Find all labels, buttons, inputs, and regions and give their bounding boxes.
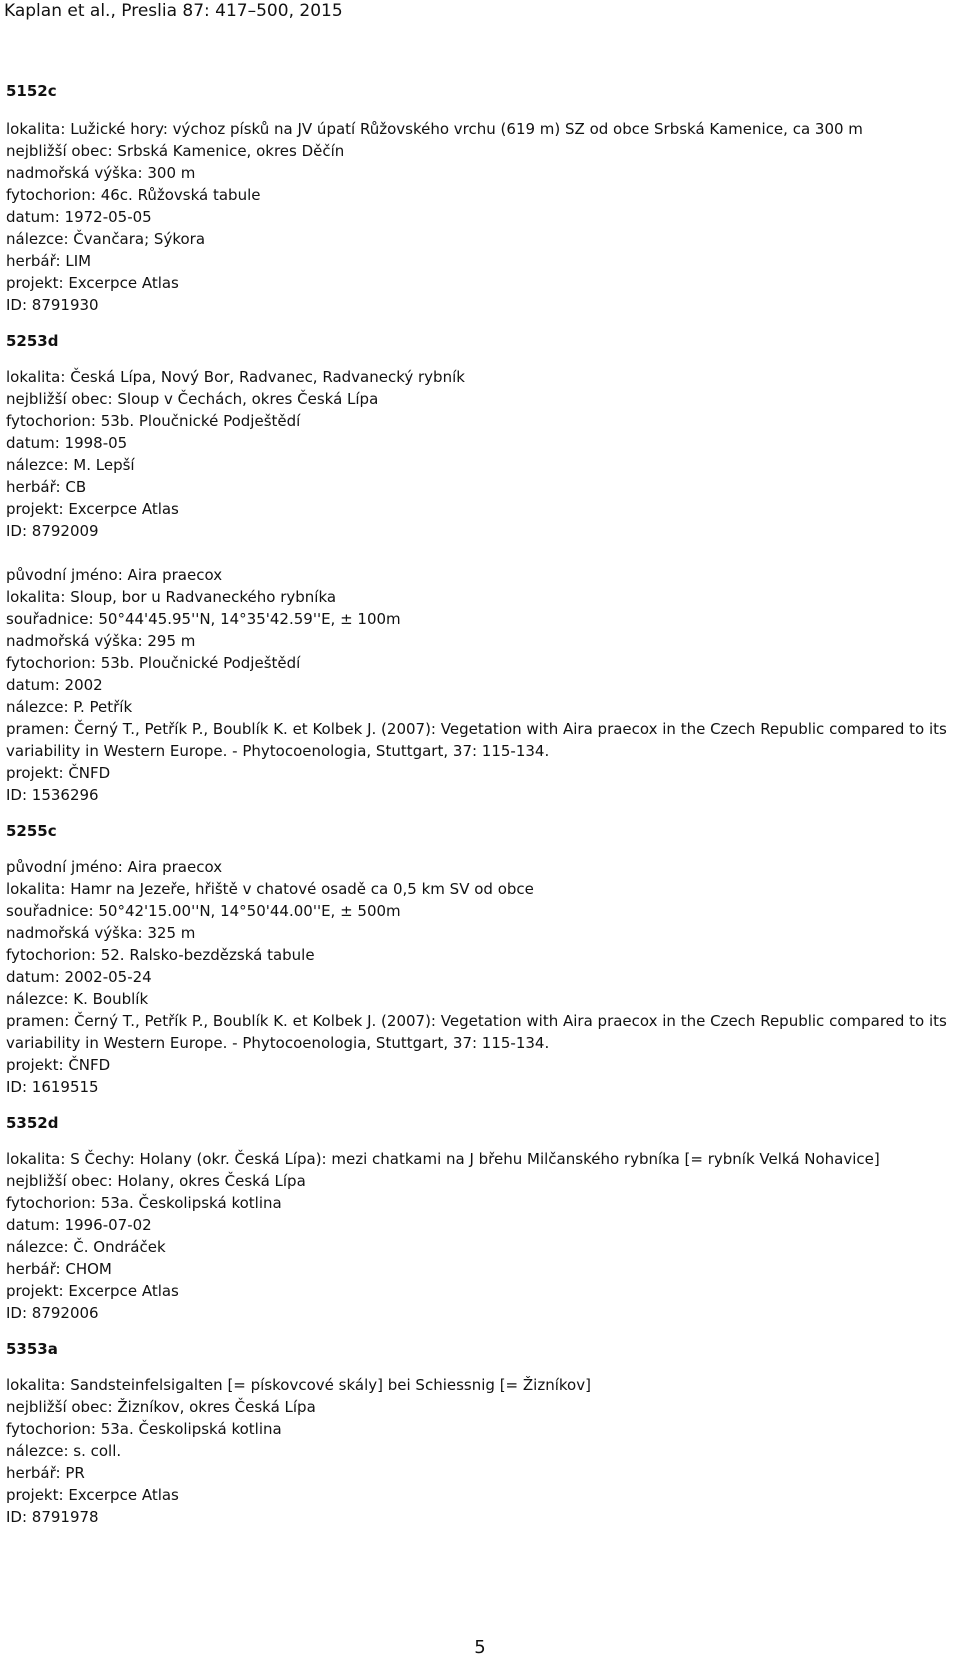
record-field: projekt: Excerpce Atlas <box>6 500 179 518</box>
record-field: nálezce: Čvančara; Sýkora <box>6 230 206 248</box>
record-field: datum: 2002-05-24 <box>6 968 152 986</box>
record-field: herbář: CHOM <box>6 1260 112 1278</box>
record-field: herbář: LIM <box>6 252 92 270</box>
record-field: ID: 8792006 <box>6 1304 99 1322</box>
occurrence-record <box>6 118 956 316</box>
record-field: pramen: Černý T., Petřík P., Boublík K. et Kolbek J. (2007): Vegetation with Aira praecox in the Czech Republic compared to its variability in Western Europe. - Phytocoenologia, Stuttgart, 37: 115-134. <box>6 720 947 760</box>
record-field: pramen: Černý T., Petřík P., Boublík K. et Kolbek J. (2007): Vegetation with Aira praecox in the Czech Republic compared to its variability in Western Europe. - Phytocoenologia, Stuttgart, 37: 115-134. <box>6 1012 947 1052</box>
record-field: datum: 1998-05 <box>6 434 128 452</box>
record-field: projekt: Excerpce Atlas <box>6 1282 179 1300</box>
record-field: fytochorion: 53a. Českolipská kotlina <box>6 1420 282 1438</box>
record-field: datum: 1996-07-02 <box>6 1216 152 1234</box>
record-field: nálezce: M. Lepší <box>6 456 135 474</box>
document-body <box>6 80 956 1528</box>
record-field: fytochorion: 53b. Ploučnické Podještědí <box>6 654 301 672</box>
record-field: projekt: ČNFD <box>6 764 111 782</box>
page-number: 5 <box>474 1637 486 1658</box>
running-header: Kaplan et al., Preslia 87: 417–500, 2015 <box>4 1 343 21</box>
grid-square-code: 5352d <box>6 1114 59 1132</box>
record-field: datum: 2002 <box>6 676 103 694</box>
record-field: projekt: Excerpce Atlas <box>6 274 179 292</box>
record-field: původní jméno: Aira praecox <box>6 858 223 876</box>
occurrence-record <box>6 1148 956 1324</box>
record-field: fytochorion: 53a. Českolipská kotlina <box>6 1194 282 1212</box>
record-field: fytochorion: 52. Ralsko-bezdězská tabule <box>6 946 315 964</box>
record-field: nálezce: s. coll. <box>6 1442 122 1460</box>
record-field: lokalita: Česká Lípa, Nový Bor, Radvanec, Radvanecký rybník <box>6 368 465 386</box>
record-field: lokalita: S Čechy: Holany (okr. Česká Lípa): mezi chatkami na J břehu Milčanského rybníka [= rybník Velká Nohavice] <box>6 1150 880 1168</box>
record-field: nejbližší obec: Holany, okres Česká Lípa <box>6 1172 306 1190</box>
record-field: souřadnice: 50°42'15.00''N, 14°50'44.00''E, ± 500m <box>6 902 401 920</box>
record-field: herbář: CB <box>6 478 87 496</box>
record-field: fytochorion: 46c. Růžovská tabule <box>6 186 261 204</box>
record-field: nálezce: P. Petřík <box>6 698 133 716</box>
record-field: nadmořská výška: 325 m <box>6 924 196 942</box>
record-field: lokalita: Sloup, bor u Radvaneckého rybníka <box>6 588 337 606</box>
record-field: lokalita: Hamr na Jezeře, hřiště v chatové osadě ca 0,5 km SV od obce <box>6 880 534 898</box>
record-field: nejbližší obec: Srbská Kamenice, okres Děčín <box>6 142 345 160</box>
record-field: fytochorion: 53b. Ploučnické Podještědí <box>6 412 301 430</box>
record-field: projekt: Excerpce Atlas <box>6 1486 179 1504</box>
record-field: nadmořská výška: 300 m <box>6 164 196 182</box>
occurrence-record <box>6 564 956 806</box>
record-field: ID: 1536296 <box>6 786 99 804</box>
record-field: ID: 8792009 <box>6 522 99 540</box>
record-field: nálezce: K. Boublík <box>6 990 149 1008</box>
record-field: nadmořská výška: 295 m <box>6 632 196 650</box>
grid-square-code: 5255c <box>6 822 57 840</box>
record-field: lokalita: Lužické hory: výchoz písků na JV úpatí Růžovského vrchu (619 m) SZ od obce Srbská Kamenice, ca 300 m <box>6 120 863 138</box>
record-field: herbář: PR <box>6 1464 85 1482</box>
grid-square-code: 5353a <box>6 1340 58 1358</box>
record-field: lokalita: Sandsteinfelsigalten [= pískovcové skály] bei Schiessnig [= Žizníkov] <box>6 1376 591 1394</box>
record-field: ID: 8791930 <box>6 296 99 314</box>
record-field: nejbližší obec: Sloup v Čechách, okres Česká Lípa <box>6 390 379 408</box>
record-field: souřadnice: 50°44'45.95''N, 14°35'42.59''E, ± 100m <box>6 610 401 628</box>
occurrence-record <box>6 856 956 1098</box>
occurrence-record <box>6 1374 956 1528</box>
record-field: datum: 1972-05-05 <box>6 208 152 226</box>
grid-square-code: 5253d <box>6 332 59 350</box>
record-field: původní jméno: Aira praecox <box>6 566 223 584</box>
record-field: nejbližší obec: Žizníkov, okres Česká Lípa <box>6 1398 316 1416</box>
record-field: projekt: ČNFD <box>6 1056 111 1074</box>
grid-square-code: 5152c <box>6 82 57 100</box>
record-field: ID: 1619515 <box>6 1078 99 1096</box>
occurrence-record <box>6 366 956 542</box>
record-field: nálezce: Č. Ondráček <box>6 1238 166 1256</box>
record-field: ID: 8791978 <box>6 1508 99 1526</box>
